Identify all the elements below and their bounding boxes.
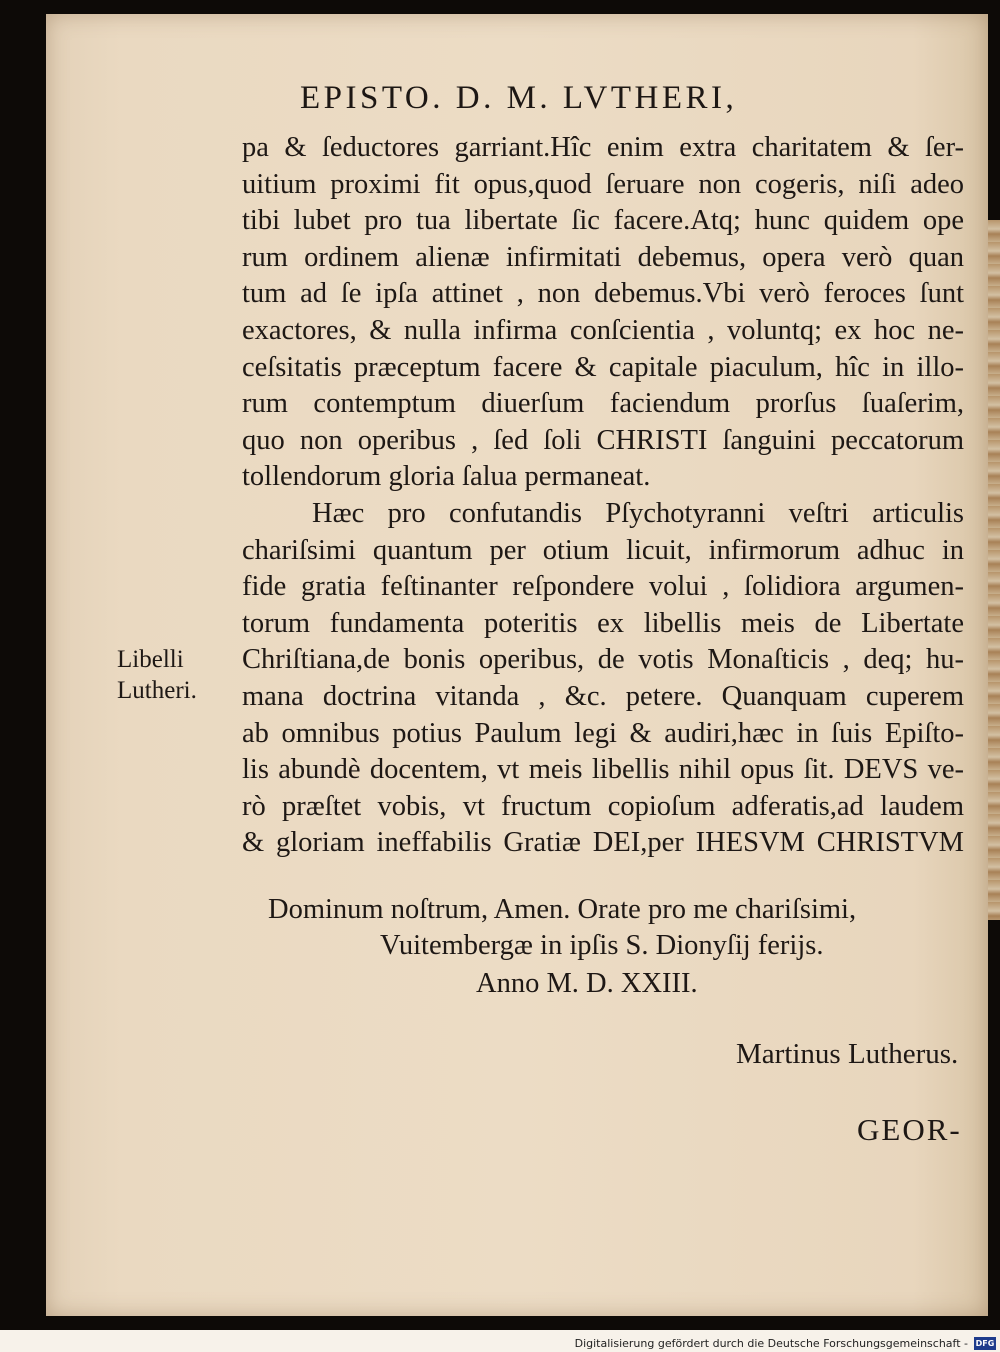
text-line: pa & ſeductores garriant.Hîc enim extra charitatem & ſer- bbox=[242, 132, 964, 163]
text-line: rum ordinem alienæ infirmitati debemus, opera verò quan bbox=[242, 241, 964, 273]
text-line: & gloriam ineffabilis Gratiæ DEI,per IHESVM CHRISTVM bbox=[242, 827, 964, 859]
text-line: mana doctrina vitanda , &c. petere. Quanquam cuperem bbox=[242, 680, 964, 712]
catchword: GEOR- bbox=[857, 1112, 962, 1147]
text-line: ab omnibus potius Paulum legi & audiri,hæc in ſuis Epiſto- bbox=[242, 717, 964, 749]
text-line: tibi lubet pro tua libertate ſic facere.Atq; hunc quidem ope bbox=[242, 205, 964, 237]
text-line: fide gratia feſtinanter reſpondere volui , ſolidiora argumen- bbox=[242, 571, 964, 603]
text-line: tollendorum gloria ſalua permaneat. bbox=[242, 461, 651, 493]
text-line: tum ad ſe ipſa attinet , non debemus.Vbi verò feroces ſunt bbox=[242, 278, 964, 310]
text-line: chariſsimi quantum per otium licuit, infirmorum adhuc in bbox=[242, 534, 964, 566]
text-line: exactores, & nulla infirma conſcientia , voluntq; ex hoc ne- bbox=[242, 314, 964, 346]
footer-bar bbox=[0, 1334, 1000, 1352]
text-line: lis abundè docentem, vt meis libellis nihil opus ſit. DEVS ve- bbox=[242, 754, 964, 786]
margin-note-line: Libelli bbox=[117, 646, 184, 673]
text-line: rò præſtet vobis, vt fructum copioſum adferatis,ad laudem bbox=[242, 790, 964, 822]
text-line: rum contemptum diuerſum faciendum prorſus ſuaſerim, bbox=[242, 388, 964, 420]
dfg-logo-icon: DFG bbox=[975, 1338, 995, 1348]
text-line: torum fundamenta poteritis ex libellis meis de Libertate bbox=[242, 607, 964, 639]
text-line: Chriſtiana,de bonis operibus, de votis Monaſticis , deq; hu- bbox=[242, 644, 964, 676]
text-line: ceſsitatis præceptum facere & capitale piaculum, hîc in illo- bbox=[242, 351, 964, 383]
closing-line: Anno M. D. XXIII. bbox=[476, 968, 698, 999]
text-line: Hæc pro confutandis Pſychotyranni veſtri articulis bbox=[312, 497, 964, 529]
body-text bbox=[242, 130, 964, 862]
closing-line: Dominum noſtrum, Amen. Orate pro me chariſsimi, bbox=[268, 894, 857, 925]
closing-line: Vuitembergæ in ipſis S. Dionyſij ferijs. bbox=[380, 930, 824, 961]
margin-note-line: Lutheri. bbox=[117, 677, 197, 704]
running-head: EPISTO. D. M. LVTHERI, bbox=[300, 80, 738, 116]
margin-note bbox=[117, 644, 197, 706]
footer-credit: Digitalisierung gefördert durch die Deutsche Forschungsgemeinschaft - bbox=[574, 1336, 968, 1350]
signature: Martinus Lutherus. bbox=[736, 1038, 959, 1070]
text-line: uitium proximi fit opus,quod ſeruare non cogeris, niſi adeo bbox=[242, 168, 964, 200]
page-edge-stack bbox=[988, 220, 1000, 920]
text-line: quo non operibus , ſed ſoli CHRISTI ſanguini peccatorum bbox=[242, 424, 964, 456]
